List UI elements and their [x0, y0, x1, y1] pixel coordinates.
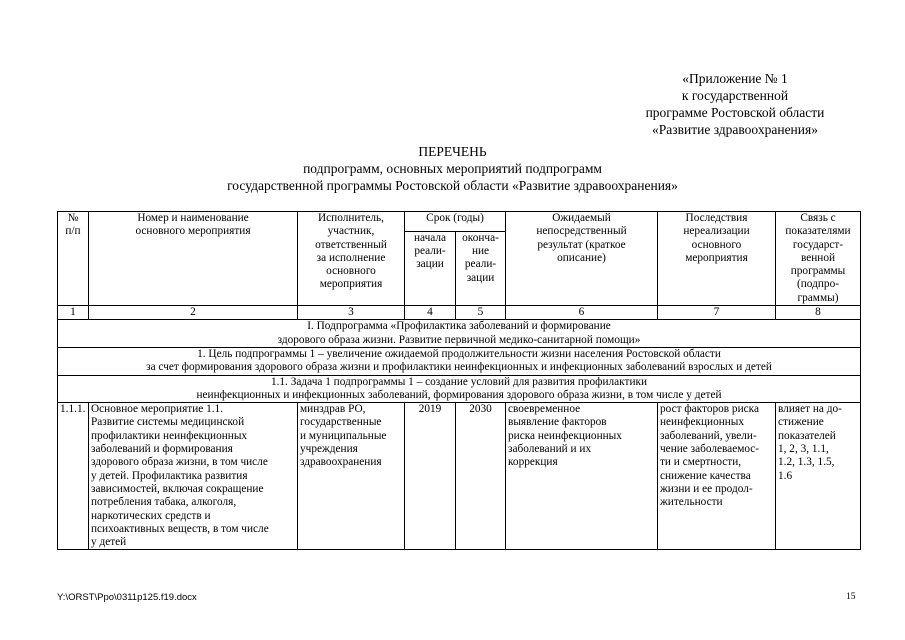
header-end: оконча- ние реали- зации: [456, 231, 506, 305]
program-table: [57, 211, 861, 550]
column-number: 1: [58, 306, 89, 320]
section-heading: I. Подпрограмма «Профилактика заболеваний и формирование здорового образа жизни. Развитие первичной медико-санитарной помощи»: [58, 320, 861, 348]
column-number: 5: [456, 306, 506, 320]
header-executor: Исполнитель, участник, ответственный за исполнение основного мероприятия: [298, 212, 405, 306]
column-number: 8: [776, 306, 861, 320]
goal-heading: 1. Цель подпрограммы 1 – увеличение ожидаемой продолжительности жизни населения Ростовской области за счет формирования здорового образа жизни и профилактики неинфекционных и инфекционных заболеваний взрослых и детей: [58, 347, 861, 375]
header-consequences: Последствия нереализации основного мероприятия: [658, 212, 776, 306]
title-main: ПЕРЕЧЕНЬ: [418, 144, 487, 159]
header-result: Ожидаемый непосредственный результат (краткое описание): [506, 212, 658, 306]
row-consequences: рост факторов риска неинфекционных заболеваний, увели- чение заболеваемос- ти и смертности, снижение качества жизни и ее продол- жительности: [658, 403, 776, 550]
footer-file-path: Y:\ORST\Ppo\0311p125.f19.docx: [57, 592, 197, 603]
title-line: государственной программы Ростовской области «Развитие здравоохранения»: [227, 178, 678, 193]
column-number: 2: [89, 306, 298, 320]
row-executor: минздрав РО, государственные и муниципальные учреждения здравоохранения: [298, 403, 405, 550]
column-number: 3: [298, 306, 405, 320]
row-num: 1.1.1.: [58, 403, 89, 550]
document-title: [0, 143, 905, 194]
goal-row: [58, 347, 861, 375]
appendix-line: к государственной: [681, 88, 789, 103]
column-number: 6: [506, 306, 658, 320]
section-row: [58, 320, 861, 348]
row-name: Основное мероприятие 1.1. Развитие системы медицинской профилактики неинфекционных заболеваний и формирования здорового образа жизни, в том числе у детей. Профилактика развития зависимостей, включая сокращение потребления табака, алкоголя, наркотических средств и психоактивных веществ, в том числе у детей: [89, 403, 298, 550]
row-link: влияет на до- стижение показателей 1, 2, 3, 1.1, 1.2, 1.3, 1.5, 1.6: [776, 403, 861, 550]
footer-page-number: 15: [846, 592, 856, 602]
appendix-line: «Развитие здравоохранения»: [652, 122, 818, 137]
appendix-line: «Приложение № 1: [682, 71, 788, 86]
column-number-row: [58, 306, 861, 320]
appendix-line: программе Ростовской области: [645, 105, 825, 120]
header-link: Связь с показателями государст- венной программы (подпро- граммы): [776, 212, 861, 306]
table-row: [58, 403, 861, 550]
column-number: 4: [405, 306, 456, 320]
row-start: 2019: [405, 403, 456, 550]
title-line: подпрограмм, основных мероприятий подпрограмм: [303, 161, 602, 176]
task-row: [58, 375, 861, 403]
column-number: 7: [658, 306, 776, 320]
header-term: Срок (годы): [405, 212, 506, 232]
task-heading: 1.1. Задача 1 подпрограммы 1 – создание условий для развития профилактики неинфекционных и инфекционных заболеваний, формирования здорового образа жизни, в том числе у детей: [58, 375, 861, 403]
header-name: Номер и наименование основного мероприятия: [89, 212, 298, 306]
header-row: [58, 212, 861, 232]
row-end: 2030: [456, 403, 506, 550]
header-start: начала реали- зации: [405, 231, 456, 305]
row-result: своевременное выявление факторов риска неинфекционных заболеваний и их коррекция: [506, 403, 658, 550]
appendix-header: [600, 70, 870, 138]
header-num: № п/п: [58, 212, 89, 306]
